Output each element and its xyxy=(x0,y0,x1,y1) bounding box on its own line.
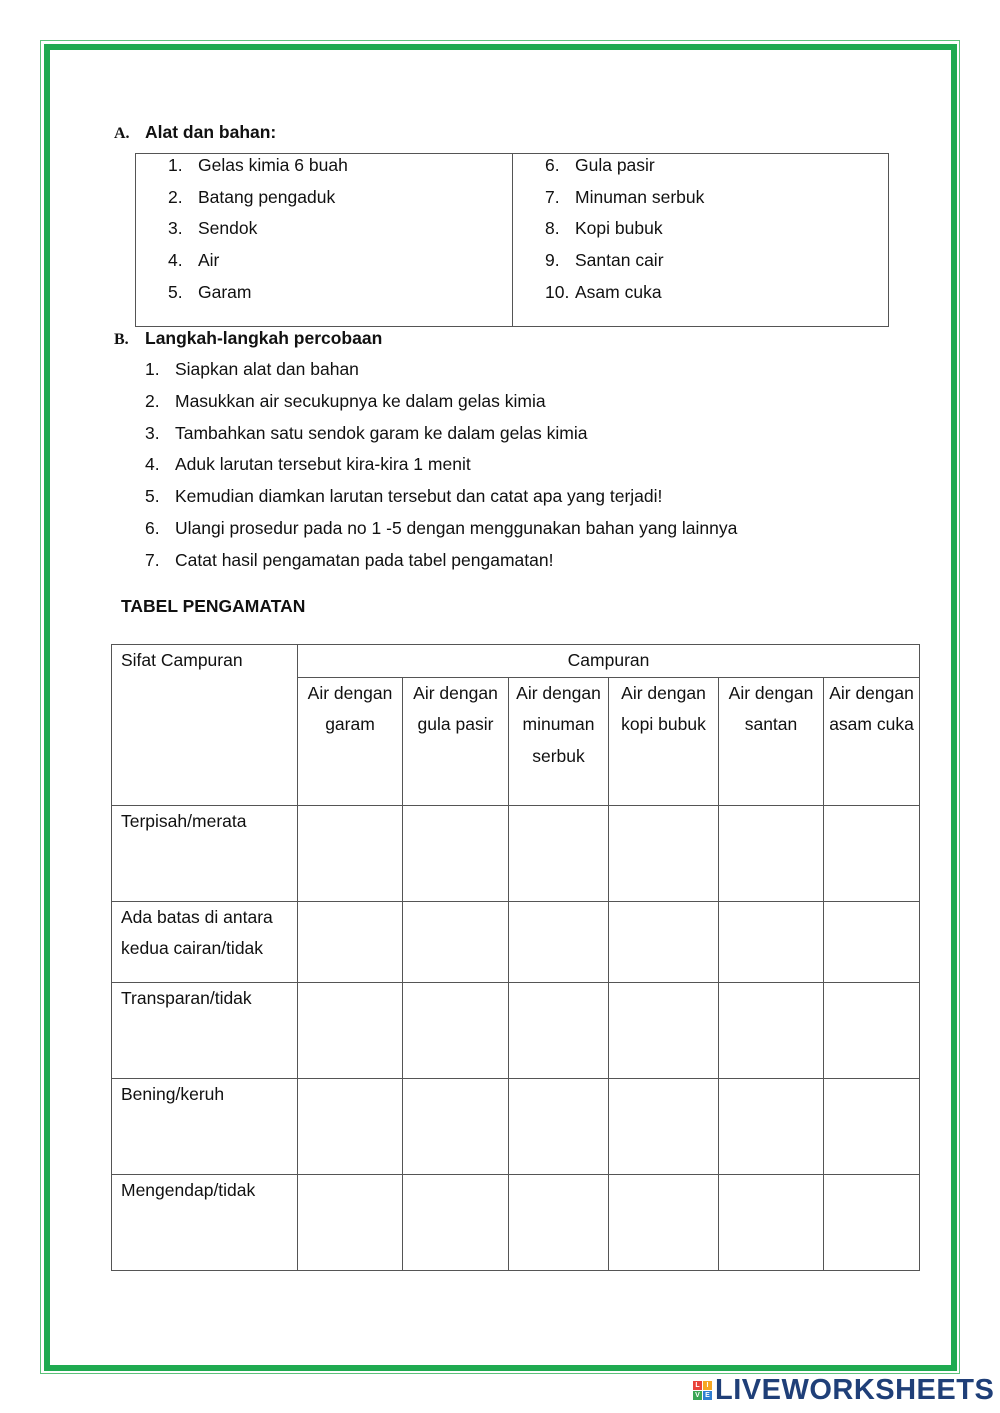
item-number: 8. xyxy=(545,218,560,239)
item-number: 4. xyxy=(168,250,183,271)
step-text: Tambahkan satu sendok garam ke dalam gelas kimia xyxy=(175,422,588,443)
logo-tile: V xyxy=(693,1391,702,1400)
answer-cell[interactable] xyxy=(403,805,509,901)
logo-tile: I xyxy=(703,1381,712,1390)
list-item xyxy=(545,249,704,281)
item-text: Batang pengaduk xyxy=(198,186,336,207)
table-corner-header: Sifat Campuran xyxy=(112,645,298,806)
step-number: 2. xyxy=(145,390,160,411)
column-header: Air dengan santan xyxy=(719,677,824,805)
section-a-letter: A. xyxy=(114,125,130,142)
answer-cell[interactable] xyxy=(403,1174,509,1270)
item-text: Sendok xyxy=(198,218,258,239)
step-number: 1. xyxy=(145,359,160,379)
list-item xyxy=(168,249,348,281)
column-header: Air dengan minuman serbuk xyxy=(509,677,609,805)
table-group-header: Campuran xyxy=(298,645,920,678)
section-a-heading xyxy=(114,122,276,143)
list-item xyxy=(145,358,737,390)
step-text: Aduk larutan tersebut kira-kira 1 menit xyxy=(175,454,471,475)
answer-cell[interactable] xyxy=(824,901,920,982)
list-item xyxy=(168,217,348,249)
step-number: 5. xyxy=(145,486,160,507)
answer-cell[interactable] xyxy=(824,1174,920,1270)
liveworksheets-logo[interactable] xyxy=(693,1376,994,1404)
answer-cell[interactable] xyxy=(609,901,719,982)
list-item xyxy=(145,549,737,581)
answer-cell[interactable] xyxy=(719,901,824,982)
row-header: Mengendap/tidak xyxy=(112,1174,298,1270)
answer-cell[interactable] xyxy=(298,901,403,982)
answer-cell[interactable] xyxy=(609,1174,719,1270)
answer-cell[interactable] xyxy=(719,982,824,1078)
answer-cell[interactable] xyxy=(509,1174,609,1270)
step-number: 6. xyxy=(145,517,160,538)
observation-table xyxy=(111,644,920,1271)
item-number: 1. xyxy=(168,155,183,175)
answer-cell[interactable] xyxy=(509,982,609,1078)
step-text: Kemudian diamkan larutan tersebut dan catat apa yang terjadi! xyxy=(175,486,663,507)
item-text: Garam xyxy=(198,281,252,302)
row-header: Ada batas di antara kedua cairan/tidak xyxy=(112,901,298,982)
section-b-title: Langkah-langkah percobaan xyxy=(145,328,383,348)
step-text: Siapkan alat dan bahan xyxy=(175,359,359,379)
item-text: Santan cair xyxy=(575,250,664,271)
answer-cell[interactable] xyxy=(609,1078,719,1174)
section-b-letter: B. xyxy=(114,331,129,348)
answer-cell[interactable] xyxy=(824,805,920,901)
step-text: Ulangi prosedur pada no 1 -5 dengan menggunakan bahan yang lainnya xyxy=(175,517,738,538)
list-item xyxy=(145,517,737,549)
list-item xyxy=(168,281,348,313)
answer-cell[interactable] xyxy=(719,1174,824,1270)
answer-cell[interactable] xyxy=(298,805,403,901)
steps-list xyxy=(145,358,737,581)
answer-cell[interactable] xyxy=(609,982,719,1078)
list-item xyxy=(168,186,348,218)
materials-right-list xyxy=(545,154,704,312)
section-b-heading xyxy=(114,328,382,349)
column-header: Air dengan kopi bubuk xyxy=(609,677,719,805)
column-header: Air dengan garam xyxy=(298,677,403,805)
list-item xyxy=(145,390,737,422)
answer-cell[interactable] xyxy=(609,805,719,901)
column-header: Air dengan asam cuka xyxy=(824,677,920,805)
answer-cell[interactable] xyxy=(824,982,920,1078)
table-title: TABEL PENGAMATAN xyxy=(121,596,306,616)
answer-cell[interactable] xyxy=(403,982,509,1078)
logo-tile: L xyxy=(693,1381,702,1390)
answer-cell[interactable] xyxy=(509,1078,609,1174)
list-item xyxy=(145,422,737,454)
materials-box xyxy=(135,153,889,327)
item-text: Kopi bubuk xyxy=(575,218,663,239)
item-number: 6. xyxy=(545,155,560,175)
list-item xyxy=(545,281,704,313)
list-item xyxy=(545,154,704,186)
answer-cell[interactable] xyxy=(719,1078,824,1174)
item-text: Asam cuka xyxy=(575,281,662,302)
list-item xyxy=(145,485,737,517)
step-number: 4. xyxy=(145,454,160,475)
row-header: Transparan/tidak xyxy=(112,982,298,1078)
item-number: 3. xyxy=(168,218,183,239)
answer-cell[interactable] xyxy=(509,901,609,982)
item-number: 7. xyxy=(545,186,560,207)
step-number: 7. xyxy=(145,549,160,570)
item-number: 5. xyxy=(168,281,183,302)
answer-cell[interactable] xyxy=(298,1078,403,1174)
item-text: Gelas kimia 6 buah xyxy=(198,155,348,175)
answer-cell[interactable] xyxy=(719,805,824,901)
row-header: Bening/keruh xyxy=(112,1078,298,1174)
logo-tile: E xyxy=(703,1391,712,1400)
table-row xyxy=(112,901,920,982)
answer-cell[interactable] xyxy=(298,982,403,1078)
step-number: 3. xyxy=(145,422,160,443)
table-row xyxy=(112,1174,920,1270)
item-text: Minuman serbuk xyxy=(575,186,705,207)
materials-divider xyxy=(512,154,513,326)
answer-cell[interactable] xyxy=(509,805,609,901)
row-header: Terpisah/merata xyxy=(112,805,298,901)
item-number: 10. xyxy=(545,281,570,302)
section-a-title: Alat dan bahan: xyxy=(145,122,277,142)
column-header: Air dengan gula pasir xyxy=(403,677,509,805)
logo-text: LIVEWORKSHEETS xyxy=(715,1374,995,1406)
item-number: 9. xyxy=(545,250,560,271)
list-item xyxy=(168,154,348,186)
list-item xyxy=(545,186,704,218)
list-item xyxy=(545,217,704,249)
table-row xyxy=(112,982,920,1078)
logo-tiles-icon xyxy=(693,1381,712,1400)
table-row xyxy=(112,805,920,901)
answer-cell[interactable] xyxy=(403,901,509,982)
answer-cell[interactable] xyxy=(824,1078,920,1174)
step-text: Catat hasil pengamatan pada tabel pengamatan! xyxy=(175,549,554,570)
answer-cell[interactable] xyxy=(298,1174,403,1270)
item-text: Air xyxy=(198,250,220,271)
item-text: Gula pasir xyxy=(575,155,655,175)
step-text: Masukkan air secukupnya ke dalam gelas kimia xyxy=(175,390,546,411)
table-row xyxy=(112,1078,920,1174)
answer-cell[interactable] xyxy=(403,1078,509,1174)
list-item xyxy=(145,453,737,485)
item-number: 2. xyxy=(168,186,183,207)
materials-left-list xyxy=(168,154,348,312)
